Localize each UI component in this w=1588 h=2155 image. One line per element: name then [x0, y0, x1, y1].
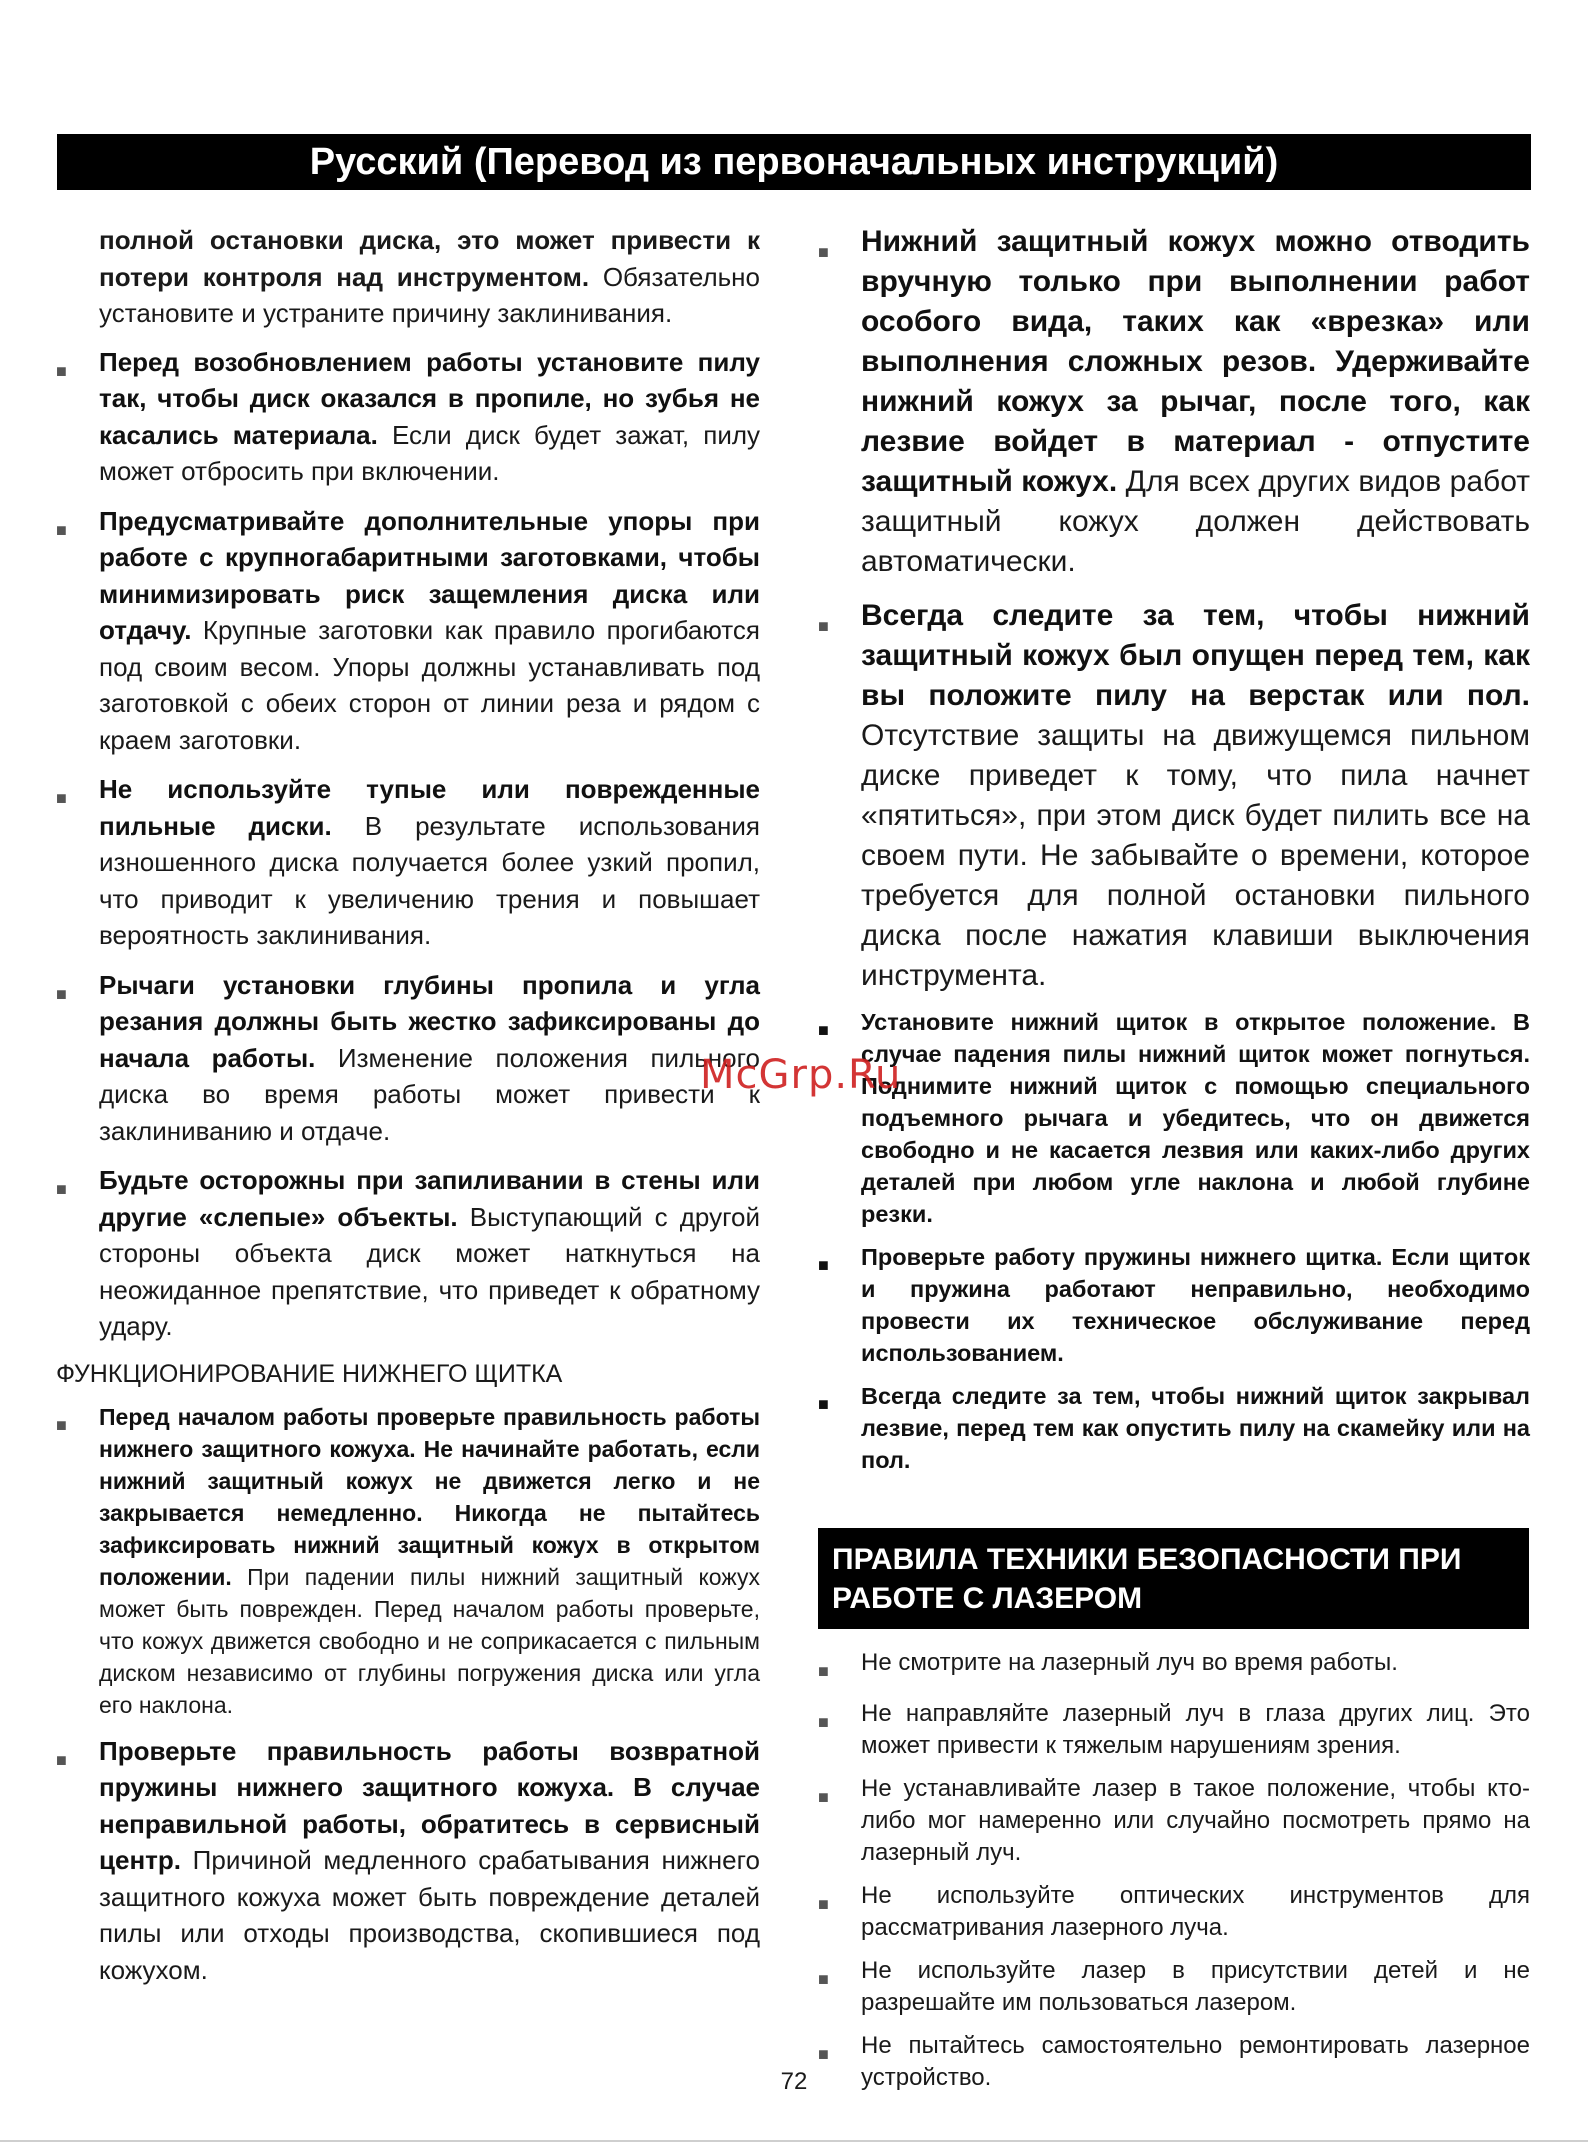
- list-item: [818, 1773, 1530, 1869]
- item-text: Не пытайтесь самостоятельно ремонтировать лазерное устройство.: [861, 2032, 1530, 2091]
- square-bullet-icon: ■: [56, 983, 67, 1004]
- square-bullet-icon: ■: [818, 242, 829, 262]
- square-bullet-icon: ■: [818, 1787, 829, 1807]
- item-bold: Будьте осторожны при запиливании в стены или другие «слепые» объекты.: [99, 1165, 760, 1232]
- item-bold: Установите нижний щиток в открытое положение. В случае падения пилы нижний щиток может погнуться. Поднимите нижний щиток с помощью специального подъемного рычага и убедитесь, что он движется свободно и не касается лезвия или каких-либо других деталей при любом угле наклона и любой глубине резки.: [861, 1009, 1530, 1227]
- list-item: [818, 1880, 1530, 1944]
- item-bold: Проверьте работу пружины нижнего щитка. Если щиток и пружина работают неправильно, необходимо провести их техническое обслуживание перед использованием.: [861, 1244, 1530, 1366]
- intro-bold: полной остановки диска, это может привести к потери контроля над инструментом.: [99, 225, 760, 292]
- square-bullet-icon: ■: [818, 616, 829, 636]
- list-item: [818, 1647, 1530, 1687]
- item-text: Для всех других видов работ защитный кожух должен действовать автоматически.: [861, 465, 1530, 578]
- item-text: Если диск будет зажат, пилу может отбросить при включении.: [99, 419, 761, 486]
- right-column: [818, 222, 1530, 2094]
- item-bold: Нижний защитный кожух можно отводить вручную только при выполнении работ особого вида, таких как «врезка» или выполнения сложных резов. Удерживайте нижний кожух за рычаг, после того, как лезвие войдет в материал - отпустите защитный кожух.: [861, 225, 1530, 498]
- item-text: При падении пилы нижний защитный кожух может быть поврежден. Перед началом работы проверьте, что кожух движется свободно и не соприкасается с пильным диском независимо от глубины погружения диска или угла его наклона.: [99, 1563, 760, 1718]
- list-item: [56, 1733, 760, 1989]
- square-bullet-icon: ■: [818, 1894, 829, 1914]
- footer-divider: [0, 2140, 1588, 2142]
- list-item: [818, 1698, 1530, 1762]
- square-bullet-icon: ■: [818, 1255, 829, 1275]
- watermark: McGrp.Ru: [700, 1052, 902, 1098]
- item-bold: Всегда следите за тем, чтобы нижний защитный кожух был опущен перед тем, как вы положите пилу на верстак или пол.: [861, 599, 1530, 712]
- square-bullet-icon: ■: [56, 519, 67, 540]
- square-bullet-icon: ■: [56, 788, 67, 808]
- list-item: [56, 344, 760, 490]
- list-item: [818, 596, 1530, 996]
- intro-paragraph: [56, 222, 760, 332]
- square-bullet-icon: ■: [818, 1394, 829, 1414]
- square-bullet-icon: ■: [56, 1749, 67, 1770]
- list-item: [818, 222, 1530, 582]
- item-text: Не направляйте лазерный луч в глаза других лиц. Это может привести к тяжелым нарушениям зрения.: [861, 1700, 1530, 1759]
- item-bold: Проверьте правильность работы возвратной пружины нижнего защитного кожуха. В случае неправильной работы, обратитесь в сервисный центр.: [99, 1735, 760, 1875]
- item-text: Не используйте оптических инструментов для рассматривания лазерного луча.: [861, 1882, 1530, 1941]
- item-bold: Рычаги установки глубины пропила и угла резания должны быть жестко зафиксированы до начала работы.: [99, 969, 760, 1073]
- item-text: Крупные заготовки как правило прогибаются под своим весом. Упоры должны устанавливать под заготовкой с обеих сторон от линии реза и рядом с краем заготовки.: [99, 615, 760, 755]
- item-bold: Перед началом работы проверьте правильность работы нижнего защитного кожуха. Не начинайте работать, если нижний защитный кожух не движется легко и не закрывается немедленно. Никогда не пытайтесь зафиксировать нижний защитный кожух в открытом положении.: [99, 1403, 760, 1590]
- item-bold: Перед возобновлением работы установите пилу так, чтобы диск оказался в пропиле, но зубья не касались материала.: [99, 346, 760, 450]
- item-bold: Не используйте тупые или поврежденные пильные диски.: [99, 774, 760, 841]
- list-item: [818, 1006, 1530, 1230]
- item-bold: Предусматривайте дополнительные упоры при работе с крупногабаритными заготовками, чтобы минимизировать риск защемления диска или отдачу.: [99, 505, 760, 645]
- list-item: [56, 771, 760, 954]
- item-bold: Всегда следите за тем, чтобы нижний щиток закрывал лезвие, перед тем как опустить пилу на скамейку или на пол.: [861, 1383, 1530, 1473]
- item-text: Не смотрите на лазерный луч во время работы.: [861, 1649, 1398, 1676]
- page-header-banner: [57, 134, 1531, 190]
- item-text: Не устанавливайте лазер в такое положение, чтобы кто-либо мог намеренно или случайно посмотреть прямо на лазерный луч.: [861, 1775, 1530, 1866]
- list-item: [56, 1162, 760, 1345]
- item-text: Выступающий с другой стороны объекта диск может наткнуться на неожиданное препятствие, что приведет к обратному удару.: [99, 1201, 760, 1341]
- list-item: [818, 1955, 1530, 2019]
- intro-text: Обязательно установите и устраните причину заклинивания.: [99, 261, 761, 328]
- square-bullet-icon: ■: [56, 1179, 67, 1199]
- square-bullet-icon: ■: [818, 1661, 829, 1681]
- list-item: [818, 1241, 1530, 1369]
- laser-safety-title: ПРАВИЛА ТЕХНИКИ БЕЗОПАСНОСТИ ПРИ РАБОТЕ С ЛАЗЕРОМ: [818, 1528, 1529, 1629]
- square-bullet-icon: ■: [818, 1712, 829, 1732]
- square-bullet-icon: ■: [818, 2044, 829, 2064]
- square-bullet-icon: ■: [56, 360, 67, 381]
- square-bullet-icon: ■: [818, 1969, 829, 1989]
- square-bullet-icon: ■: [56, 1414, 67, 1435]
- left-column: [56, 222, 760, 1988]
- list-item: [56, 503, 760, 759]
- page-title: Русский (Перевод из первоначальных инструкций): [309, 140, 1279, 183]
- list-item: [56, 967, 760, 1150]
- item-text: В результате использования изношенного диска получается более узкий пропил, что приводит к увеличению трения и повышает вероятность заклинивания.: [99, 810, 760, 950]
- item-text: Не используйте лазер в присутствии детей и не разрешайте им пользоваться лазером.: [861, 1957, 1530, 2016]
- item-text: Изменение положения пильного диска во время работы может привести к заклиниванию и отдаче.: [99, 1042, 760, 1146]
- list-item: [56, 1401, 760, 1721]
- square-bullet-icon: ■: [818, 1020, 829, 1040]
- page-number: 72: [780, 2068, 808, 2095]
- list-item: [818, 1380, 1530, 1476]
- item-text: Причиной медленного срабатывания нижнего защитного кожуха может быть повреждение деталей пилы или отходы производства, скопившиеся под кожухом.: [99, 1845, 760, 1985]
- section-heading: ФУНКЦИОНИРОВАНИЕ НИЖНЕГО ЩИТКА: [56, 1359, 563, 1388]
- item-text: Отсутствие защиты на движущемся пильном диске приведет к тому, что пила начнет «пятиться», при этом диск будет пилить все на своем пути. Не забывайте о времени, которое требуется для полной остановки пильного диска после нажатия клавиши выключения инструмента.: [861, 719, 1530, 992]
